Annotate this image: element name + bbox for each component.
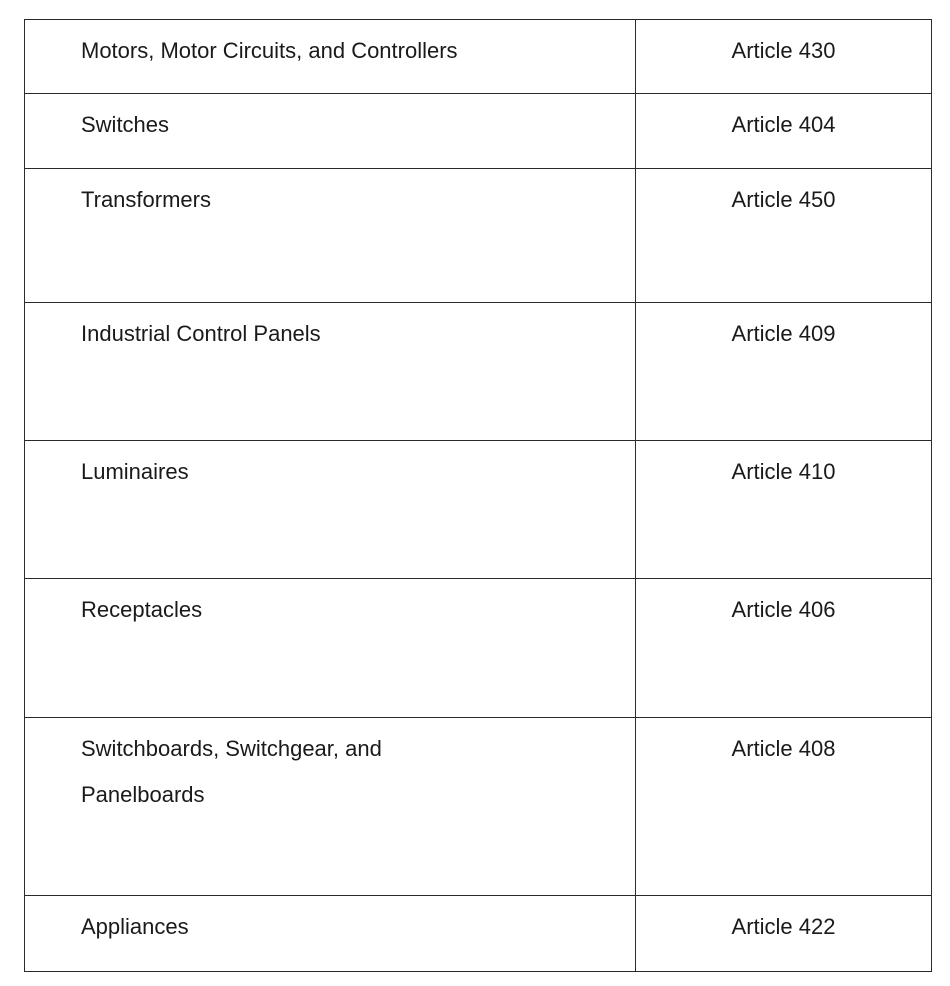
equipment-text: Motors, Motor Circuits, and Controllers — [81, 38, 458, 63]
article-text: Article 410 — [731, 459, 836, 484]
equipment-text-line: Panelboards — [81, 782, 205, 807]
equipment-cell — [25, 718, 636, 896]
article-text: Article 450 — [731, 187, 836, 212]
equipment-cell — [25, 169, 636, 303]
article-text: Article 430 — [731, 38, 836, 63]
nec-article-table — [24, 19, 932, 972]
article-cell — [636, 718, 932, 896]
table-row — [25, 718, 932, 896]
table-body — [25, 20, 932, 972]
article-text: Article 409 — [731, 321, 836, 346]
equipment-cell — [25, 579, 636, 718]
article-cell — [636, 896, 932, 972]
article-text: Article 404 — [731, 112, 836, 137]
table-row — [25, 579, 932, 718]
equipment-cell — [25, 303, 636, 441]
equipment-text: Luminaires — [81, 459, 189, 484]
equipment-text: Industrial Control Panels — [81, 321, 321, 346]
equipment-text: Receptacles — [81, 597, 203, 622]
article-text: Article 408 — [731, 736, 836, 761]
equipment-text: Switches — [81, 112, 170, 137]
equipment-cell — [25, 896, 636, 972]
equipment-cell — [25, 441, 636, 579]
article-text: Article 422 — [731, 914, 836, 939]
table-row — [25, 896, 932, 972]
equipment-text: Appliances — [81, 914, 189, 939]
table-row — [25, 441, 932, 579]
article-cell — [636, 94, 932, 169]
equipment-text-line: Switchboards, Switchgear, and — [81, 736, 382, 761]
equipment-text: Transformers — [81, 187, 211, 212]
equipment-cell — [25, 20, 636, 94]
article-cell — [636, 579, 932, 718]
table-row — [25, 303, 932, 441]
article-cell — [636, 169, 932, 303]
article-text: Article 406 — [731, 597, 836, 622]
table-row — [25, 94, 932, 169]
article-cell — [636, 20, 932, 94]
article-cell — [636, 303, 932, 441]
table-row — [25, 20, 932, 94]
table-row — [25, 169, 932, 303]
article-cell — [636, 441, 932, 579]
equipment-cell — [25, 94, 636, 169]
